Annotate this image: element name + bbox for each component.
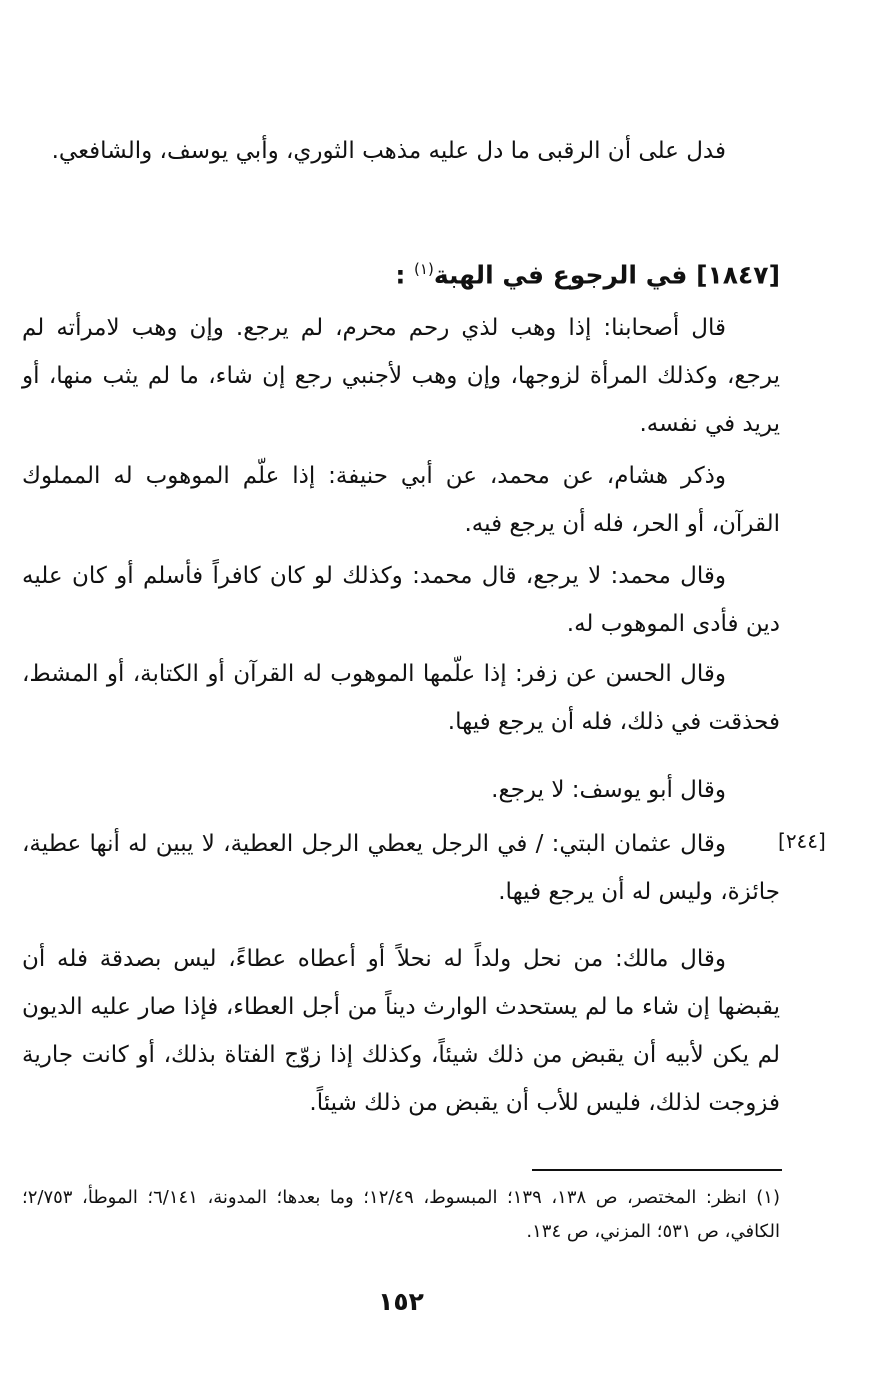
- heading-colon: :: [395, 260, 406, 290]
- footnote-divider: [532, 1169, 782, 1171]
- paragraph-5: وقال أبو يوسف: لا يرجع.: [491, 777, 726, 803]
- footnote-text: (١) انظر: المختصر، ص ١٣٨، ١٣٩؛ المبسوط، ١٢/٤٩؛ وما بعدها؛ المدونة، ٦/١٤١؛ الموطأ، ٢/٧٥٣؛ الكافي، ص ٥٣١؛ المزني، ص ١٣٤.: [22, 1187, 780, 1242]
- document-page: [22, 0, 780, 1383]
- paragraph-2: وذكر هشام، عن محمد، عن أبي حنيفة: إذا علّم الموهوب له المملوك القرآن، أو الحر، فله أن يرجع فيه.: [22, 463, 780, 537]
- intro-paragraph: فدل على أن الرقبى ما دل عليه مذهب الثوري، وأبي يوسف، والشافعي.: [51, 138, 726, 164]
- paragraph-6: وقال عثمان البتي: / في الرجل يعطي الرجل العطية، لا يبين له أنها عطية، جائزة، وليس له أن يرجع فيها.: [22, 831, 780, 905]
- manuscript-folio-marker: [٢٤٤]: [778, 829, 826, 853]
- paragraph-4: وقال الحسن عن زفر: إذا علّمها الموهوب له القرآن أو الكتابة، أو المشط، فحذقت في ذلك، فله أن يرجع فيها.: [22, 661, 780, 735]
- paragraph-7: وقال مالك: من نحل ولداً له نحلاً أو أعطاه عطاءً، ليس بصدقة فله أن يقبضها إن شاء ما لم يستحدث الوارث ديناً من أجل العطاء، فإذا صار عليه الديون لم يكن لأبيه أن يقبض من ذلك شيئاً، وكذلك إذا زوّج الفتاة بذلك، أو كانت جارية فزوجت لذلك، فليس للأب أن يقبض من ذلك شيئاً.: [22, 946, 780, 1116]
- page-number: ١٥٢: [378, 1287, 424, 1316]
- section-title: في الرجوع في الهبة: [433, 260, 688, 290]
- paragraph-1: قال أصحابنا: إذا وهب لذي رحم محرم، لم يرجع. وإن وهب لامرأته لم يرجع، وكذلك المرأة لزوجها، وإن وهب لأجنبي رجع إن شاء، ما لم يثب منها، أو يريد في نفسه.: [22, 315, 780, 437]
- section-heading: [22, 243, 780, 301]
- paragraph-3: وقال محمد: لا يرجع، قال محمد: وكذلك لو كان كافراً فأسلم أو كان عليه دين فأدى الموهوب له.: [22, 563, 780, 637]
- section-number: [١٨٤٧]: [696, 260, 780, 290]
- footnote-reference[interactable]: (١): [414, 260, 434, 278]
